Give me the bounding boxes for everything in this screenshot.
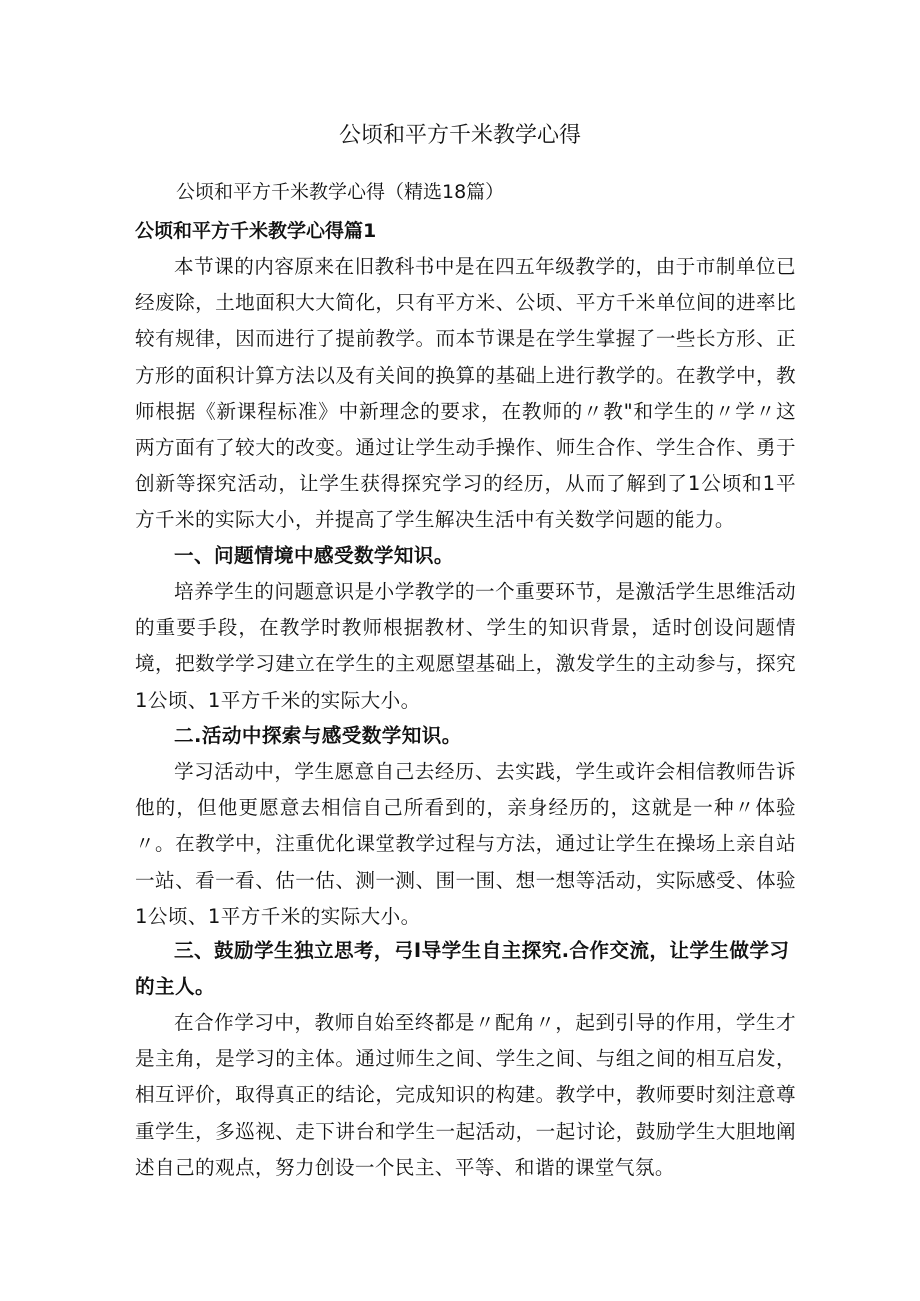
heading-activity-exploration: 二.活动中探索与感受数学知识。 — [174, 724, 462, 747]
heading-problem-situation: 一、问题情境中感受数学知识。 — [174, 544, 454, 567]
section-title: 公顷和平方千米教学心得篇1 — [135, 220, 377, 242]
heading-independent-thinking: 三、鼓励学生独立思考，弓I导学生自主探究.合作交流，让学生做学习的主人。 — [135, 939, 790, 999]
document-title: 公顷和平方千米教学心得 — [338, 123, 581, 148]
paragraph-problem-situation: 培养学生的问题意识是小学教学的一个重要环节，是激活学生思维活动的重要手段，在教学时教师根据教材、学生的知识背景，适时创设问题情境，把数学学习建立在学生的主观愿望基础上，激发学生的主动参与，探究1公顷、1平方千米的实际大小。 — [135, 580, 796, 712]
paragraph-cooperative-learning: 在合作学习中，教师自始至终都是〃配角〃，起到引导的作用，学生才是主角，是学习的主体。通过师生之间、学生之间、与组之间的相互启发，相互评价，取得真正的结论，完成知识的构建。教学中，教师要时刻注意尊重学生，多巡视、走下讲台和学生一起活动，一起讨论，鼓励学生大胆地阐述自己的观点，努力创设一个民主、平等、和谐的课堂气氛。 — [135, 1011, 796, 1179]
document-subtitle: 公顷和平方千米教学心得（精选18篇） — [176, 181, 505, 203]
paragraph-activity-exploration: 学习活动中，学生愿意自己去经历、去实践，学生或许会相信教师告诉他的，但他更愿意去相信自己所看到的，亲身经历的，这就是一种〃体验〃。在教学中，注重优化课堂教学过程与方法，通过让学生在操场上亲自站一站、看一看、估一估、测一测、围一围、想一想等活动，实际感受、体验1公顷、1平方千米的实际大小。 — [135, 760, 796, 928]
paragraph-intro: 本节课的内容原来在旧教科书中是在四五年级教学的，由于市制单位已经废除，土地面积大大简化，只有平方米、公顷、平方千米单位间的进率比较有规律，因而进行了提前教学。而本节课是在学生掌握了一些长方形、正方形的面积计算方法以及有关间的换算的基础上进行教学的。在教学中，教师根据《新课程标准》中新理念的要求，在教师的〃教"和学生的〃学〃这两方面有了较大的改变。通过让学生动手操作、师生合作、学生合作、勇于创新等探究活动，让学生获得探究学习的经历，从而了解到了1公顷和1平方千米的实际大小，并提高了学生解决生活中有关数学问题的能力。 — [135, 255, 796, 532]
